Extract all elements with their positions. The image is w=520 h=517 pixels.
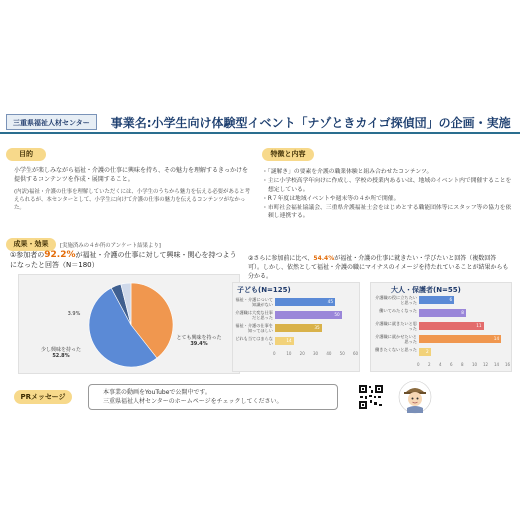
pie-label-b: 少し興味を持った 52.8%	[40, 347, 81, 359]
bar-value-label: 45	[327, 299, 333, 304]
bar-value-label: 2	[426, 349, 429, 354]
adults-chart-title: 大人・保護者(N=55)	[391, 286, 461, 294]
bar-category-label: 福祉・介護について知識がない	[235, 297, 273, 307]
purpose-note: (内訳)福祉・介護の仕事を理解していただくには、小学生のうちから魅力を伝える必要があると考えられるが、本センターとして、小学生に向けて介護の仕事の魅力を伝えるコンテンツがなかった。	[14, 189, 251, 212]
bar-value-label: 6	[449, 297, 453, 302]
axis-tick-label: 14	[494, 362, 500, 367]
bar	[275, 298, 335, 306]
pr-label: PRメッセージ	[14, 390, 72, 404]
axis-tick-label: 0	[273, 351, 276, 356]
bar-category-label: 働いてみたくなった	[379, 308, 417, 313]
children-chart-panel	[232, 282, 360, 372]
bar	[275, 324, 322, 332]
axis-tick-label: 20	[299, 351, 305, 356]
result-2-pct: 54.4%	[313, 255, 335, 262]
result-1-text: ①参加者の92.2%が福祉・介護の仕事に対して興味・関心を持つようになったと回答（N＝180）	[10, 250, 237, 269]
bar-category-label: 介護職に就かせたいと思った	[375, 334, 417, 344]
bar	[275, 311, 342, 319]
axis-tick-label: 8	[461, 362, 464, 367]
bar-value-label: 14	[286, 338, 292, 343]
axis-tick-label: 40	[326, 351, 332, 356]
pr-message-bubble	[88, 384, 338, 410]
feature-item: ・ 「謎解き」の要素を介護の職業体験と組み合わせたコンテンツ。	[262, 168, 512, 177]
bar	[419, 335, 501, 343]
result-2-text: ②さらに参加前に比べ、54.4%が福祉・介護の仕事に就きたい・学びたいと回答（複数回答可）。しかし、依然として福祉・介護の職にマイナスのイメージを持たれていることが結果からも分かる。	[248, 255, 509, 280]
org-tag: 三重県福祉人材センター	[6, 114, 97, 130]
axis-tick-label: 50	[339, 351, 345, 356]
axis-tick-label: 10	[286, 351, 292, 356]
bar-category-label: どれも当てはまらない	[235, 336, 273, 346]
bar	[419, 322, 484, 330]
bar	[419, 296, 454, 304]
feature-item: ・ 市町社会福祉協議会、三重県介護福祉士会をはじめとする職能団体等にスタッフ等の協力を依頼し連携する。	[262, 204, 512, 221]
bar	[419, 309, 466, 317]
axis-tick-label: 4	[439, 362, 442, 367]
pie-chart	[19, 275, 241, 375]
bar-value-label: 35	[314, 325, 320, 330]
purpose-label: 目的	[6, 148, 46, 161]
feature-item: ・ R７年度は地域イベントや週末等の４か所で開催。	[262, 195, 512, 204]
axis-tick-label: 12	[483, 362, 489, 367]
bar-value-label: 14	[493, 336, 500, 341]
features-label: 特徴と内容	[262, 148, 314, 161]
results-label: 成果・効果	[6, 238, 56, 251]
feature-item: ・ 主に小学校高学年向けに作成し、学校の授業内あるいは、地域のイベント内で開催することを想定している。	[262, 177, 512, 194]
bar-value-label: 50	[334, 312, 340, 317]
axis-tick-label: 2	[428, 362, 431, 367]
pie-label-a: とても興味を持った 39.4%	[176, 335, 222, 347]
bar-value-label: 8	[461, 310, 464, 315]
purpose-body: 小学生が楽しみながら福祉・介護の仕事に興味を持ち、その魅力を理解するきっかけを提供するコンテンツを作成・展開すること。	[14, 167, 249, 183]
bar	[419, 348, 431, 356]
axis-tick-label: 16	[505, 362, 511, 367]
features-list	[262, 168, 512, 222]
bar-category-label: 介護職に就きたいと思った	[375, 321, 417, 331]
result-1-pct: 92.2%	[44, 250, 76, 260]
page-title: 事業名:小学生向け体験型イベント「ナゾときカイゴ探偵団」の企画・実施	[110, 115, 511, 130]
slide	[0, 112, 520, 412]
axis-tick-label: 10	[472, 362, 478, 367]
bar-category-label: 介護職は大変な仕事だと思った	[235, 310, 273, 320]
bar-category-label: 福祉・介護の仕事を知ってほしい	[235, 323, 273, 333]
header	[0, 112, 520, 134]
bar	[275, 337, 294, 345]
pr-line-1: 本事業の動画をYouTubeで公開中です。	[103, 389, 211, 396]
bar-category-label: 介護職の役に立ちたいと思った	[375, 295, 417, 305]
bar-value-label: 11	[476, 323, 482, 328]
axis-tick-label: 60	[353, 351, 359, 356]
results-note: [実施済みの４か所のアンケート結果より]	[60, 242, 161, 249]
children-chart-title: 子ども(N=125)	[237, 286, 291, 294]
detective-mascot-icon	[398, 380, 432, 414]
pie-panel	[18, 274, 240, 374]
pie-label-c: 3.9%	[67, 311, 81, 317]
pr-line-2: 三重県福祉人材センターのホームページをチェックしてください。	[103, 398, 283, 405]
axis-tick-label: 0	[417, 362, 420, 367]
axis-tick-label: 30	[313, 351, 319, 356]
axis-tick-label: 6	[450, 362, 453, 367]
bar-category-label: 働きたくないと思った	[375, 347, 417, 352]
adults-chart-panel	[370, 282, 512, 372]
qr-code-icon[interactable]	[358, 384, 384, 410]
